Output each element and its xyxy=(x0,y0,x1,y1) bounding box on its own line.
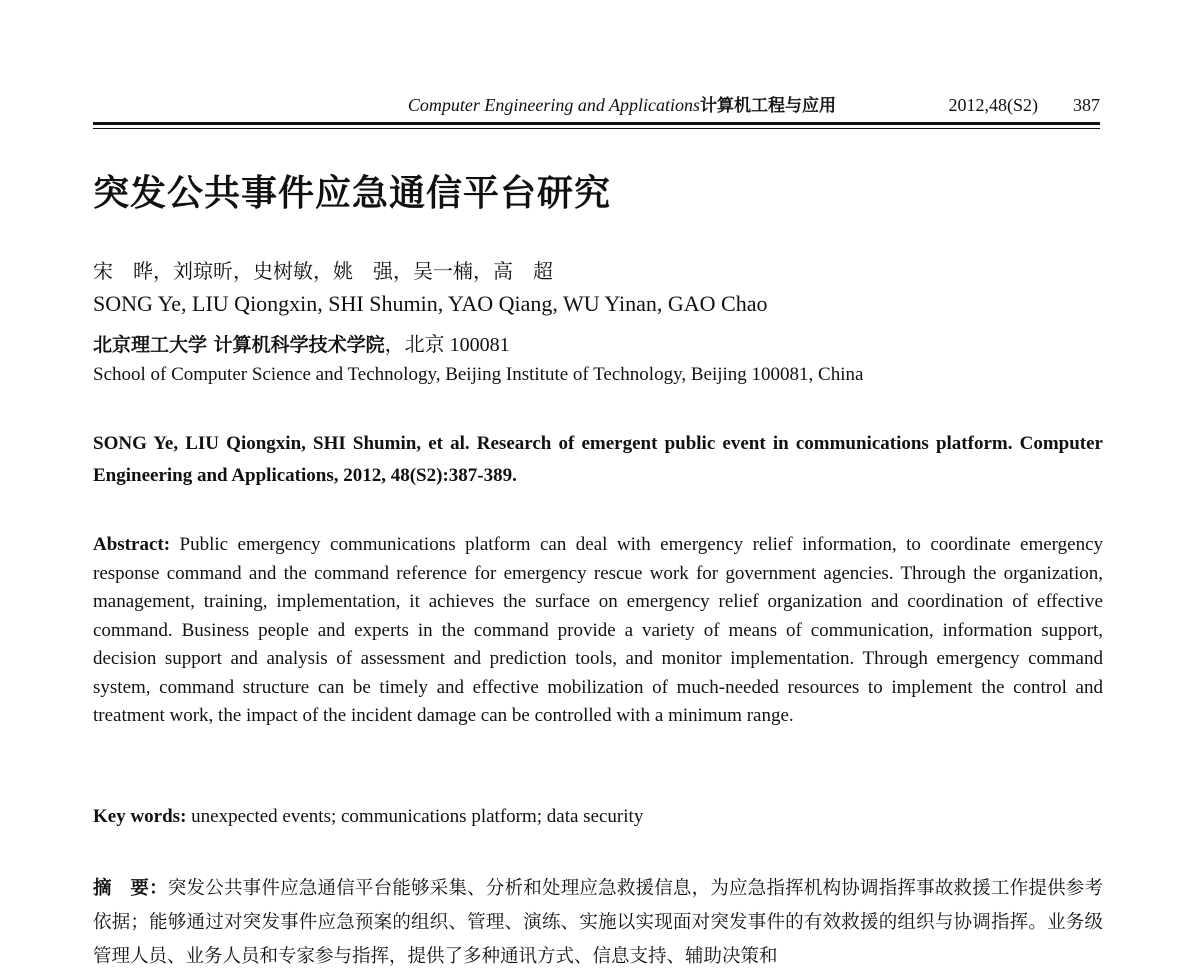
page-number: 387 xyxy=(1073,95,1100,115)
keywords-label: Key words: xyxy=(93,806,187,827)
abstract-cn-label: 摘 要： xyxy=(93,878,168,899)
abstract-text: Public emergency communications platform can deal with emergency relief information, to coordinate emergency response command and the command reference for emergency rescue work for government agencies. Through the organization, management, training, implementation, it achieves the surface on emergency relief organization and coordination of effective command. Business people and experts in the command provide a variety of means of communication, information support, decision support and analysis of assessment and prediction tools, and monitor implementation. Through emergency command system, command structure can be timely and effective mobilization of much-needed resources to implement the control and treatment work, the impact of the incident damage can be controlled with a minimum range. xyxy=(93,534,1104,726)
affiliation-en: School of Computer Science and Technology, Beijing Institute of Technology, Beijing 100081, China xyxy=(93,364,864,385)
journal-name-cn: 计算机工程与应用 xyxy=(700,96,836,116)
affiliation-cn-city: ，北京 100081 xyxy=(384,334,510,356)
issue-number: 2012,48(S2) xyxy=(948,95,1038,115)
authors-cn: 宋 晔，刘琼昕，史树敏，姚 强，吴一楠，高 超 xyxy=(93,259,553,283)
paper-title: 突发公共事件应急通信平台研究 xyxy=(93,172,612,214)
abstract-label: Abstract: xyxy=(93,534,171,555)
journal-name xyxy=(408,93,836,118)
citation: SONG Ye, LIU Qiongxin, SHI Shumin, et al. Research of emergent public event in communications platform. Computer Engineering and Applications, 2012, 48(S2):387-389. xyxy=(93,433,1103,486)
abstract-cn xyxy=(93,872,1103,974)
journal-name-en: Computer Engineering and Applications xyxy=(407,95,700,115)
header-rule-thin xyxy=(93,128,1100,129)
keywords xyxy=(93,806,643,828)
header-rule-thick xyxy=(93,122,1100,125)
affiliation-cn xyxy=(93,328,510,357)
abstract-cn-text: 突发公共事件应急通信平台能够采集、分析和处理应急救援信息，为应急指挥机构协调指挥事故救援工作提供参考依据；能够通过对突发事件应急预案的组织、管理、演练、实施以实现面对突发事件的有效救援的组织与协调指挥。业务级管理人员、业务人员和专家参与指挥，提供了多种通讯方式、信息支持、辅助决策和 xyxy=(93,878,1103,967)
authors-en: SONG Ye, LIU Qiongxin, SHI Shumin, YAO Qiang, WU Yinan, GAO Chao xyxy=(93,291,768,316)
abstract-en xyxy=(93,531,1103,731)
keywords-text: unexpected events; communications platform; data security xyxy=(191,806,644,827)
running-head xyxy=(93,93,1100,117)
affiliation-cn-name: 北京理工大学 计算机科学技术学院 xyxy=(93,334,385,356)
